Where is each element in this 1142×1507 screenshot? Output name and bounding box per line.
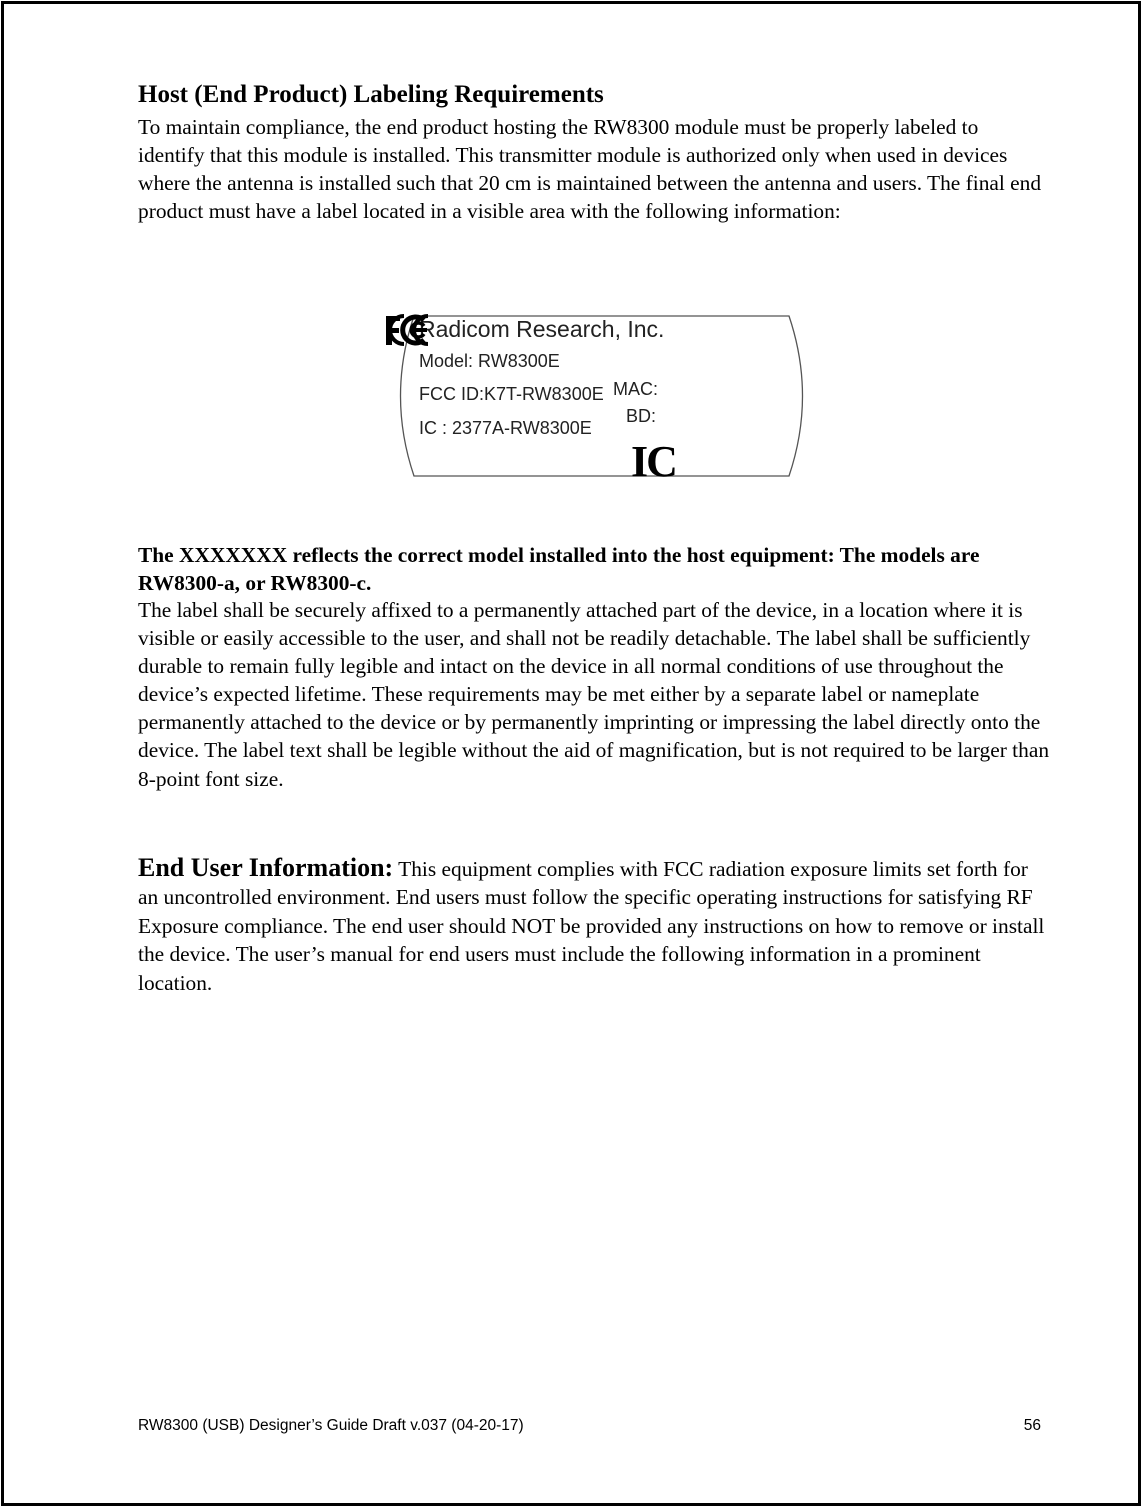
product-label-image: [384, 312, 814, 486]
ic-logo-icon: IC: [631, 437, 676, 486]
label-mac: MAC:: [613, 379, 658, 399]
end-user-lead: End User Information:: [138, 853, 394, 882]
end-user-body: This equipment complies with FCC radiation exposure limits set forth for an uncontrolled environment. End users must follow the specific operating instructions for satisfying RF Exposure compliance. The end user should NOT be provided any instructions on how to remove or install the device. The user’s manual for end users must include the following information in a prominent location.: [138, 857, 1045, 995]
footer-page-number: 56: [1023, 1417, 1041, 1434]
label-bd: BD:: [626, 406, 657, 426]
label-fcc-id: FCC ID:K7T-RW8300E: [419, 384, 604, 404]
footer-document-title: RW8300 (USB) Designer’s Guide Draft v.037 (04-20-17): [138, 1417, 524, 1434]
labeling-paragraph: To maintain compliance, the end product hosting the RW8300 module must be properly labeled to identify that this module is installed. This transmitter module is authorized only when used in devices where the antenna is installed such that 20 cm is maintained between the antenna and users. The final end product must have a label located in a visible area with the following information:: [138, 115, 1042, 224]
section-heading: Host (End Product) Labeling Requirements: [138, 81, 604, 108]
end-user-paragraph: [138, 854, 1048, 997]
label-ic: IC : 2377A-RW8300E: [419, 418, 592, 438]
label-model: Model: RW8300E: [419, 351, 560, 371]
ce-mark-icon: [384, 312, 434, 348]
label-company: Radicom Research, Inc.: [419, 316, 665, 342]
document-page: [1, 1, 1141, 1506]
models-subheading: The XXXXXXX reflects the correct model installed into the host equipment: The models are RW8300-a, or RW8300-c.: [138, 543, 980, 595]
label-durability-paragraph: The label shall be securely affixed to a permanently attached part of the device, in a location where it is visible or easily accessible to the user, and shall not be readily detachable. The label shall be sufficiently durable to remain fully legible and intact on the device in all normal conditions of use throughout the device’s expected lifetime. These requirements may be met either by a separate label or nameplate permanently attached to the device or by permanently imprinting or impressing the label directly onto the device. The label text shall be legible without the aid of magnification, but is not required to be larger than 8-point font size.: [138, 598, 1050, 791]
